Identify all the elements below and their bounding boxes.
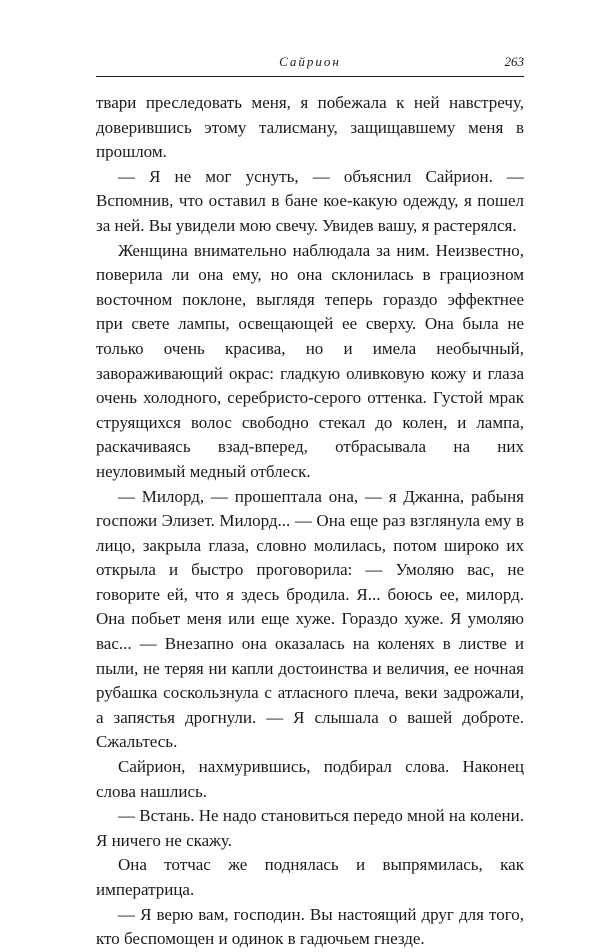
header-rule [96, 76, 524, 77]
running-title: Сайрион [279, 54, 341, 69]
paragraph-7: Она тотчас же поднялась и выпрямилась, как императрица. [96, 855, 524, 899]
paragraph-3: Женщина внимательно наблюдала за ним. Неизвестно, поверила ли она ему, но она склонилась в грациозном восточном поклоне, выглядя теперь гораздо эффектнее при свете лампы, освещающей ее сверху. Она была не только очень красива, но и имела необычный, завораживающий окрас: гладкую оливковую кожу и глаза очень холодного, серебристо-серого оттенка. Густой мрак струящихся волос свободно стекал до колен, и лампа, раскачиваясь взад-вперед, отбрасывала на них неуловимый медный отблеск. [96, 240, 524, 481]
page-number: 263 [504, 54, 524, 69]
paragraph-2: — Я не мог уснуть, — объяснил Сайрион. — Вспомнив, что оставил в бане кое-какую одежду, я пошел за ней. Вы увидели мою свечу. Увидев вашу, я растерялся. [96, 166, 524, 235]
paragraph-4: — Милорд, — прошептала она, — я Джанна, рабыня госпожи Элизет. Милорд... — Она еще раз взглянула ему в лицо, закрыла глаза, словно молилась, потом широко их открыла и быстро проговорила: — Умоляю вас, не говорите ей, что я здесь бродила. Я... боюсь ее, милорд. Она побьет меня или еще хуже. Гораздо хуже. Я умоляю вас... — Внезапно она оказалась на коленях в листве и пыли, не теряя ни капли достоинства и величия, ее ночная рубашка соскользнула с атласного плеча, веки задрожали, а запястья дрогнули. — Я слышала о вашей доброте. Сжальтесь. [96, 486, 524, 752]
running-head [96, 50, 524, 74]
paragraph-8: — Я верю вам, господин. Вы настоящий друг для того, кто беспомощен и одинок в гадючьем гнезде. [96, 904, 524, 949]
paragraph-5: Сайрион, нахмурившись, подбирал слова. Наконец слова нашлись. [96, 757, 524, 801]
paragraph-1: твари преследовать меня, я побежала к ней навстречу, доверившись этому талисману, защищавшему меня в прошлом. [96, 93, 524, 162]
body-text [96, 91, 524, 952]
paragraph-6: — Встань. Не надо становиться передо мной на колени. Я ничего не скажу. [96, 806, 524, 850]
